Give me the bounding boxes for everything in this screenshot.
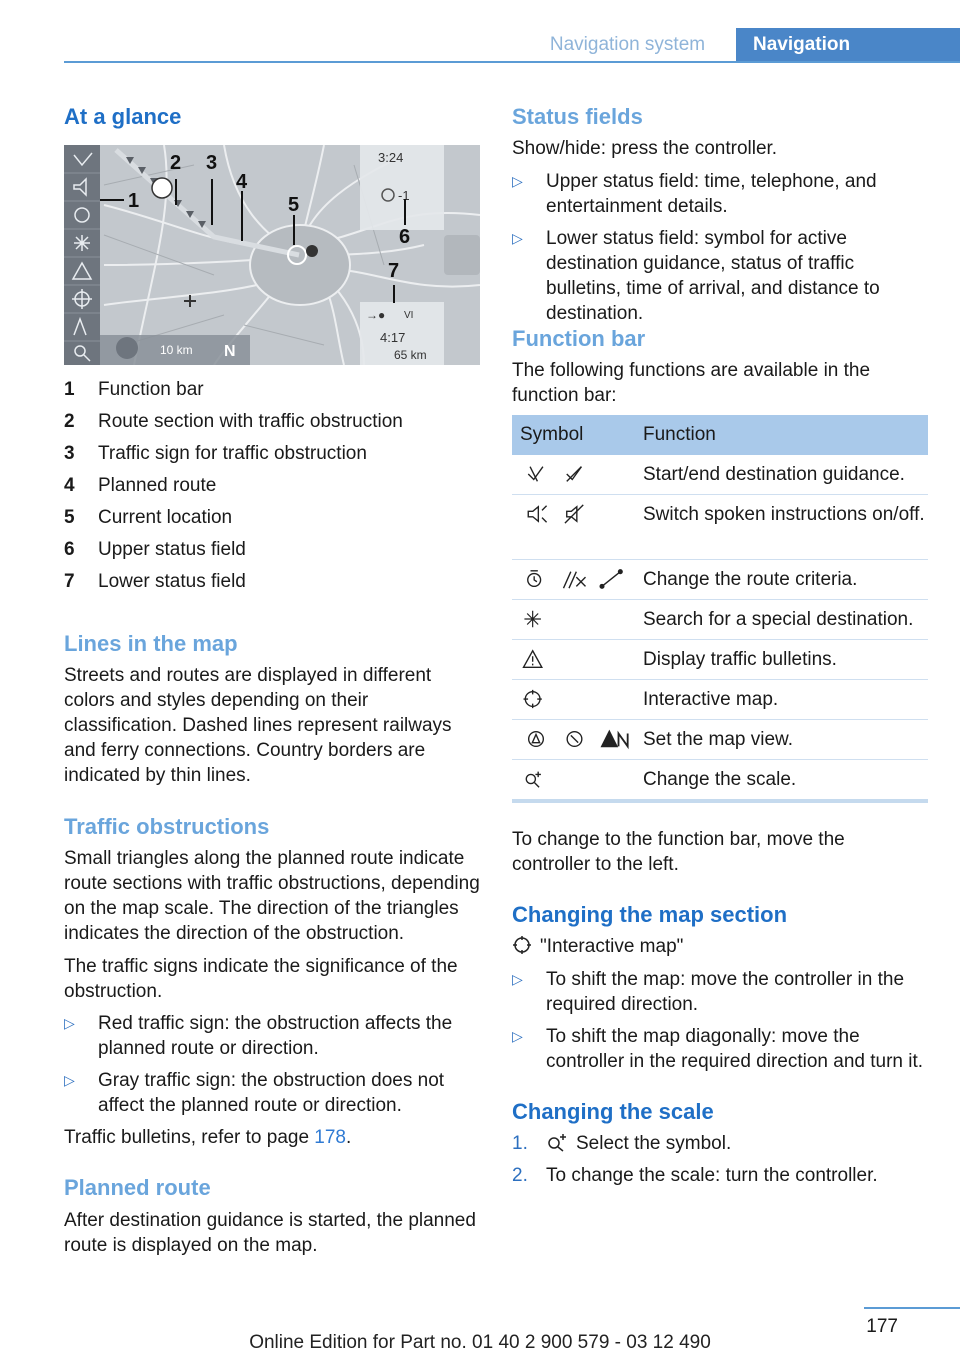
- change-function-bar-paragraph: To change to the function bar, move the controller to the left.: [512, 829, 845, 875]
- speaker-off-icon: [565, 505, 583, 523]
- edition-footer: Online Edition for Part no. 01 40 2 900 579 - 03 12 490: [249, 1332, 711, 1353]
- status-paragraph: Show/hide: press the controller.: [512, 138, 778, 159]
- map-arrival-label: 4:17: [380, 330, 406, 345]
- map-scale-label: 10 km: [160, 343, 193, 357]
- table-row: [512, 720, 928, 760]
- star-icon: [524, 611, 541, 628]
- section-title-scale: Changing the scale: [512, 1099, 714, 1124]
- page-number: 177: [866, 1316, 898, 1337]
- traffic-paragraph-2: The traffic signs indicate the significance of the obstruction.: [64, 956, 458, 1002]
- section-title-function-bar: Function bar: [512, 326, 646, 351]
- map-view-alt-icon: [567, 732, 582, 747]
- table-row: [512, 640, 928, 680]
- section-title-lines: Lines in the map: [64, 631, 238, 656]
- interactive-map-label: "Interactive map": [512, 934, 928, 959]
- column-header-function: Function: [643, 424, 716, 445]
- column-header-symbol: Symbol: [520, 424, 584, 445]
- callout-5: 5: [288, 194, 300, 216]
- bulletins-reference: Traffic bulletins, refer to page 178.: [64, 1127, 352, 1148]
- table-bottom-rule: [512, 799, 928, 803]
- warning-triangle-icon: [524, 651, 542, 668]
- map-time-label: 3:24: [378, 150, 404, 165]
- guidance-off-icon: [567, 467, 582, 482]
- section-title-traffic: Traffic obstructions: [64, 814, 270, 839]
- function-description: Display traffic bulletins.: [643, 649, 837, 670]
- map-lane-label: VI: [404, 310, 414, 321]
- table-row: [512, 455, 928, 495]
- clock-icon: [528, 571, 541, 587]
- function-description: Interactive map.: [643, 689, 779, 710]
- function-description: Change the route criteria.: [643, 569, 858, 590]
- guidance-on-icon: [528, 467, 543, 482]
- zoom-icon: [546, 1132, 570, 1152]
- section-title-status-fields: Status fields: [512, 104, 643, 129]
- page-link[interactable]: 178: [314, 1127, 346, 1148]
- svg-text:N: N: [224, 343, 236, 360]
- traffic-paragraph-1: Small triangles along the planned route indicate route sections with traffic obstructions, depending on the map scale. The direction of the triangles indicates the direction of the obstruction.: [64, 848, 480, 944]
- table-row: [512, 495, 928, 560]
- callout-1: 1: [128, 190, 140, 212]
- table-row: [512, 680, 928, 720]
- function-description: Set the map view.: [643, 729, 793, 750]
- crosshair-icon: [512, 935, 534, 955]
- function-description: Search for a special destination.: [643, 609, 914, 630]
- navigation-map-image: [64, 145, 480, 365]
- table-row: [512, 760, 928, 799]
- callout-7: 7: [388, 260, 400, 282]
- map-distance-label: 65 km: [394, 348, 427, 362]
- north-arrow-icon: [602, 732, 628, 747]
- section-title-planned-route: Planned route: [64, 1175, 211, 1200]
- function-bar-paragraph: The following functions are available in the function bar:: [512, 360, 871, 406]
- function-description: Change the scale.: [643, 769, 797, 790]
- crosshair-icon: [524, 690, 542, 708]
- table-row: [512, 600, 928, 640]
- header-rule: [64, 61, 960, 63]
- table-header: [512, 415, 928, 455]
- planned-route-paragraph: After destination guidance is started, the planned route is displayed on the map.: [64, 1210, 476, 1256]
- speaker-on-icon: [528, 506, 546, 523]
- route-line-icon: [600, 570, 622, 588]
- route-criteria-icon: [564, 572, 586, 589]
- function-description: Start/end destination guidance.: [643, 464, 905, 485]
- map-floor-label: -1: [398, 188, 410, 203]
- footer-rule: [864, 1307, 960, 1309]
- lines-paragraph: Streets and routes are displayed in different colors and styles depending on their classification. Dashed lines represent railways and ferry connections. Country borders are indicated by thin lines.: [64, 665, 452, 786]
- function-description: Switch spoken instructions on/off.: [643, 504, 925, 525]
- zoom-icon: [526, 772, 541, 788]
- section-title-at-a-glance: At a glance: [64, 104, 182, 129]
- callout-2: 2: [170, 152, 182, 174]
- map-view-icon: [529, 732, 544, 747]
- header-section: Navigation system: [549, 34, 706, 55]
- header-chapter: Navigation: [736, 28, 960, 61]
- table-row: [512, 560, 928, 600]
- callout-4: 4: [236, 171, 248, 193]
- callout-6: 6: [399, 226, 411, 248]
- callout-3: 3: [206, 152, 218, 174]
- section-title-map-section: Changing the map section: [512, 902, 788, 927]
- svg-text:→●: →●: [366, 308, 386, 322]
